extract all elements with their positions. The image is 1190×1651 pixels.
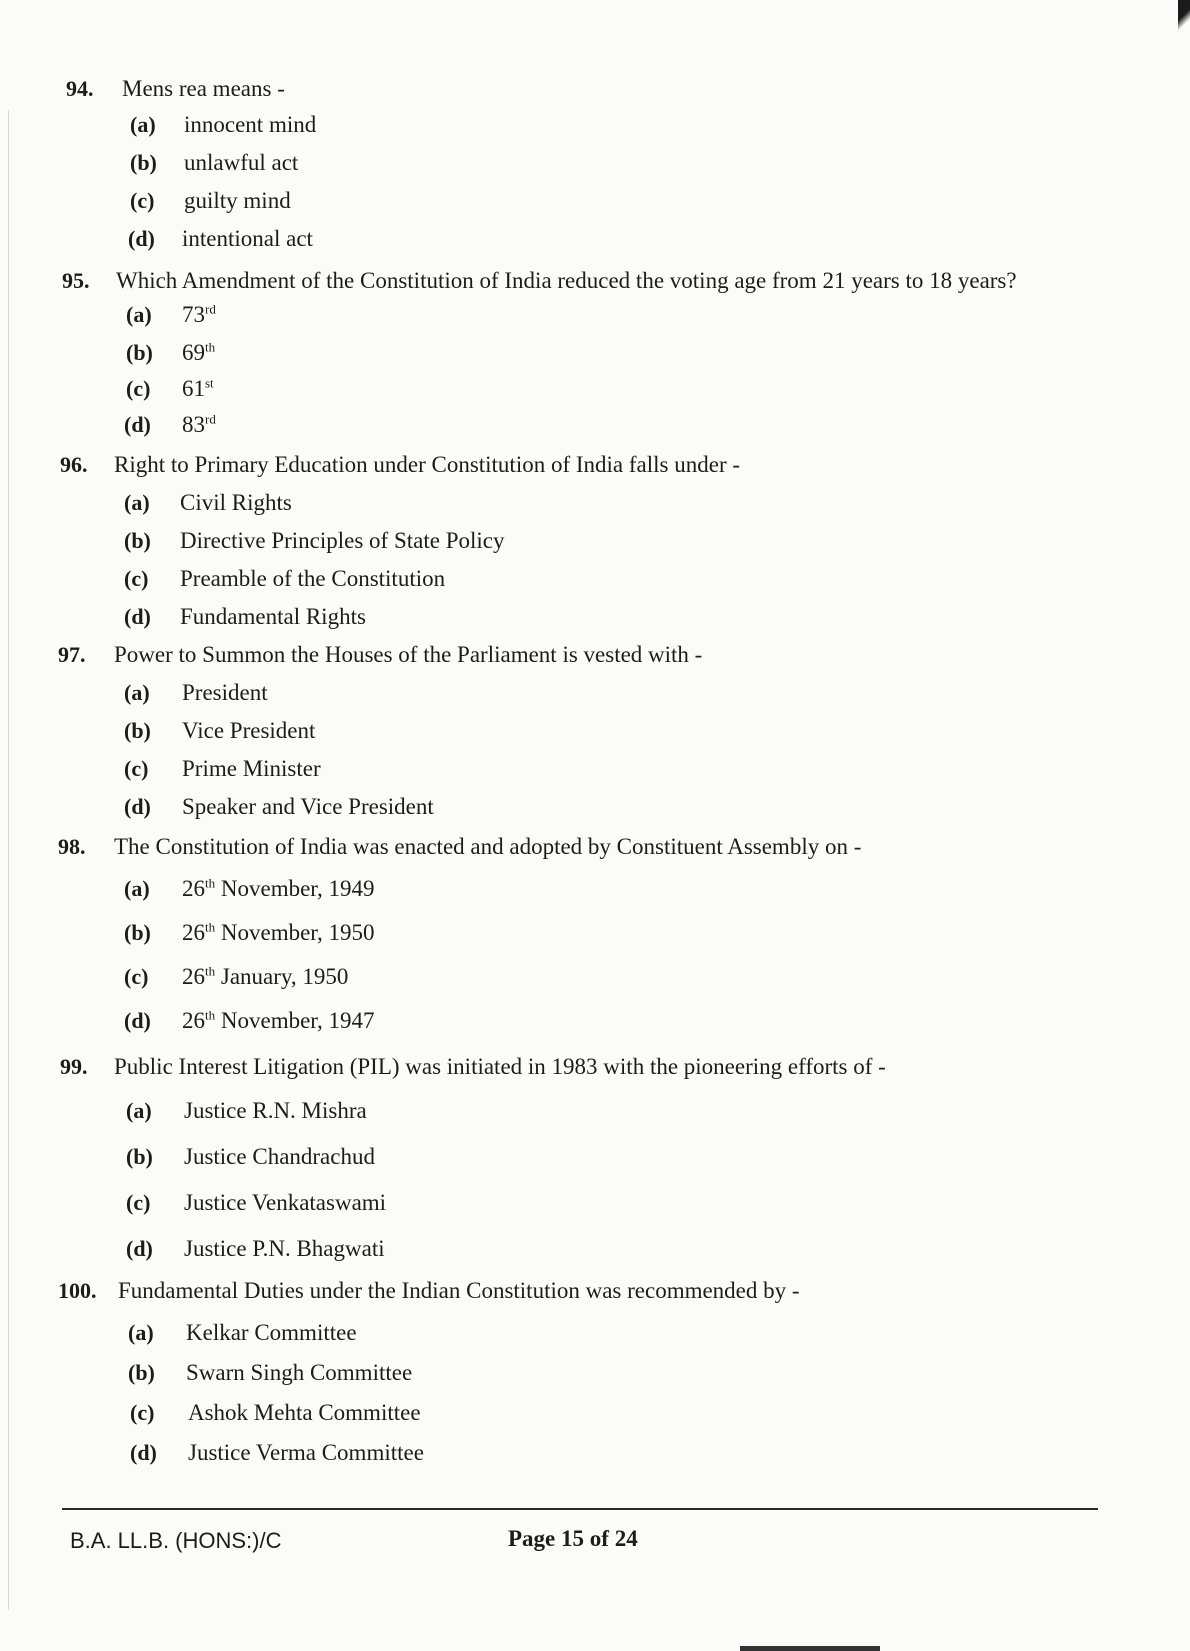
binding-line bbox=[8, 110, 9, 1610]
question-text: Right to Primary Education under Constitution of India falls under - bbox=[114, 452, 741, 477]
option-label: (c) bbox=[124, 756, 149, 781]
question-text: Public Interest Litigation (PIL) was initiated in 1983 with the pioneering efforts of - bbox=[114, 1054, 886, 1079]
question-number: 95. bbox=[62, 268, 90, 293]
option-text-main: 26 bbox=[182, 920, 205, 945]
option-text bbox=[182, 876, 375, 902]
question-text: The Constitution of India was enacted and adopted by Constituent Assembly on - bbox=[114, 834, 862, 859]
question-number: 96. bbox=[60, 452, 88, 477]
superscript: th bbox=[205, 339, 216, 355]
option-text: Directive Principles of State Policy bbox=[180, 528, 505, 553]
option-text bbox=[182, 920, 375, 946]
corner-mark bbox=[1178, 0, 1190, 40]
option-text: President bbox=[182, 680, 268, 705]
option-label: (a) bbox=[130, 112, 156, 137]
option-label: (b) bbox=[130, 150, 157, 175]
superscript: th bbox=[205, 875, 216, 891]
option-text: Justice Chandrachud bbox=[184, 1144, 375, 1169]
option-label: (d) bbox=[126, 1236, 153, 1261]
option-text bbox=[182, 302, 216, 328]
option-label: (a) bbox=[124, 876, 150, 901]
option-text-main: 69 bbox=[182, 340, 205, 365]
question-number: 99. bbox=[60, 1054, 88, 1079]
option-text: Prime Minister bbox=[182, 756, 321, 781]
option-text bbox=[182, 376, 214, 402]
option-label: (c) bbox=[124, 566, 149, 591]
option-label: (d) bbox=[130, 1440, 157, 1465]
option-text: Swarn Singh Committee bbox=[186, 1360, 413, 1385]
option-label: (d) bbox=[124, 1008, 151, 1033]
footer-divider bbox=[62, 1508, 1098, 1510]
option-text: innocent mind bbox=[184, 112, 317, 137]
option-text: Ashok Mehta Committee bbox=[188, 1400, 421, 1425]
option-text: unlawful act bbox=[184, 150, 299, 175]
option-label: (c) bbox=[126, 1190, 151, 1215]
option-text: Justice P.N. Bhagwati bbox=[184, 1236, 385, 1261]
option-text-main: 83 bbox=[182, 412, 205, 437]
page-of: of bbox=[589, 1526, 609, 1551]
option-label: (c) bbox=[126, 376, 151, 401]
page-current: 15 bbox=[561, 1526, 585, 1551]
option-text: Civil Rights bbox=[180, 490, 292, 515]
option-text: Justice Verma Committee bbox=[188, 1440, 424, 1465]
superscript: rd bbox=[205, 411, 216, 427]
option-label: (b) bbox=[126, 1144, 153, 1169]
option-label: (d) bbox=[124, 604, 151, 629]
page-total: 24 bbox=[614, 1526, 638, 1551]
option-label: (a) bbox=[124, 680, 150, 705]
option-text-rest: November, 1947 bbox=[215, 1008, 375, 1033]
option-label: (a) bbox=[126, 1098, 152, 1123]
option-text-main: 73 bbox=[182, 302, 205, 327]
option-text: Justice Venkataswami bbox=[184, 1190, 387, 1215]
question-text: Mens rea means - bbox=[122, 76, 285, 101]
question-number: 98. bbox=[58, 834, 86, 859]
option-text bbox=[182, 964, 348, 990]
option-text: Speaker and Vice President bbox=[182, 794, 434, 819]
option-label: (b) bbox=[124, 920, 151, 945]
option-text-main: 26 bbox=[182, 964, 205, 989]
superscript: th bbox=[205, 919, 216, 935]
question-text: Power to Summon the Houses of the Parliament is vested with - bbox=[114, 642, 703, 667]
option-label: (b) bbox=[124, 718, 151, 743]
question-number: 100. bbox=[58, 1278, 97, 1303]
superscript: th bbox=[205, 1007, 216, 1023]
option-label: (c) bbox=[124, 964, 149, 989]
option-text: Vice President bbox=[182, 718, 316, 743]
superscript: th bbox=[205, 963, 216, 979]
option-text-rest: January, 1950 bbox=[215, 964, 349, 989]
question-text: Fundamental Duties under the Indian Constitution was recommended by - bbox=[118, 1278, 800, 1303]
option-text bbox=[182, 412, 216, 438]
question-number: 97. bbox=[58, 642, 86, 667]
option-text: intentional act bbox=[182, 226, 313, 251]
bottom-mark bbox=[740, 1646, 880, 1651]
option-label: (a) bbox=[128, 1320, 154, 1345]
option-text: Justice R.N. Mishra bbox=[184, 1098, 367, 1123]
option-text-main: 61 bbox=[182, 376, 205, 401]
superscript: st bbox=[205, 375, 214, 391]
page-number bbox=[508, 1526, 638, 1552]
option-text-main: 26 bbox=[182, 876, 205, 901]
option-text-rest: November, 1949 bbox=[215, 876, 375, 901]
option-label: (b) bbox=[124, 528, 151, 553]
course-code: B.A. LL.B. (HONS:)/C bbox=[70, 1528, 282, 1553]
page-prefix: Page bbox=[508, 1526, 556, 1551]
option-label: (a) bbox=[124, 490, 150, 515]
option-text: Fundamental Rights bbox=[180, 604, 366, 629]
option-label: (d) bbox=[124, 412, 151, 437]
option-label: (d) bbox=[128, 226, 155, 251]
question-number: 94. bbox=[66, 76, 94, 101]
option-text-main: 26 bbox=[182, 1008, 205, 1033]
option-label: (c) bbox=[130, 1400, 155, 1425]
option-text: Kelkar Committee bbox=[186, 1320, 357, 1345]
option-label: (a) bbox=[126, 302, 152, 327]
option-label: (b) bbox=[128, 1360, 155, 1385]
question-text: Which Amendment of the Constitution of India reduced the voting age from 21 years to 18 years? bbox=[116, 268, 1017, 293]
superscript: rd bbox=[205, 301, 216, 317]
option-label: (b) bbox=[126, 340, 153, 365]
option-text-rest: November, 1950 bbox=[215, 920, 375, 945]
option-text bbox=[182, 1008, 375, 1034]
option-text bbox=[182, 340, 215, 366]
option-label: (c) bbox=[130, 188, 155, 213]
option-label: (d) bbox=[124, 794, 151, 819]
option-text: Preamble of the Constitution bbox=[180, 566, 446, 591]
option-text: guilty mind bbox=[184, 188, 291, 213]
